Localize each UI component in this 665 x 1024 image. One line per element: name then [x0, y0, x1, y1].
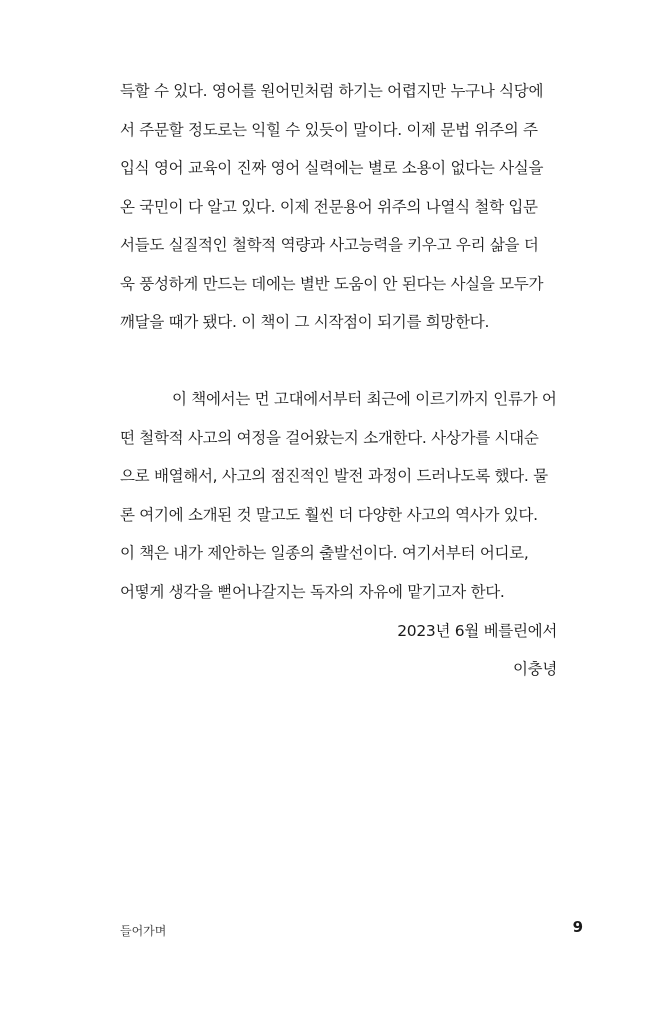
text-line: 어떻게 생각을 뻗어나갈지는 독자의 자유에 맡기고자 한다. — [120, 582, 505, 601]
paragraph-1 — [120, 72, 590, 342]
paragraph-spacer — [120, 342, 590, 381]
text-line: 온 국민이 다 알고 있다. 이제 전문용어 위주의 나열식 철학 입문 — [120, 197, 538, 216]
signature-date-place: 2023년 6월 베를린에서 — [397, 622, 557, 640]
text-line: 입식 영어 교육이 진짜 영어 실력에는 별로 소용이 없다는 사실을 — [120, 159, 544, 177]
running-footer-section-title: 들어가며 — [120, 924, 167, 938]
text-line: 욱 풍성하게 만드는 데에는 별반 도움이 안 된다는 사실을 모두가 — [120, 274, 544, 293]
text-line: 이 책은 내가 제안하는 일종의 출발선이다. 여기서부터 어디로, — [120, 544, 529, 562]
text-line: 이 책에서는 먼 고대에서부터 최근에 이르기까지 인류가 어 — [172, 390, 557, 408]
text-line: 서 주문할 정도로는 익힐 수 있듯이 말이다. 이제 문법 위주의 주 — [120, 120, 538, 139]
text-line: 떤 철학적 사고의 여정을 걸어왔는지 소개한다. 사상가를 시대순 — [120, 428, 539, 447]
text-line: 깨달을 때가 됐다. 이 책이 그 시작점이 되기를 희망한다. — [120, 313, 490, 331]
paragraph-2 — [120, 380, 590, 611]
page-number: 9 — [572, 918, 583, 936]
text-line: 득할 수 있다. 영어를 원어민처럼 하기는 어렵지만 누구나 식당에 — [120, 82, 544, 100]
signature-author: 이충녕 — [512, 660, 557, 678]
body-text — [120, 72, 590, 611]
text-line: 론 여기에 소개된 것 말고도 훨씬 더 다양한 사고의 역사가 있다. — [120, 505, 538, 524]
text-line: 으로 배열해서, 사고의 점진적인 발전 과정이 드러나도록 했다. 물 — [120, 467, 548, 485]
signature-block — [397, 612, 557, 688]
text-line: 서들도 실질적인 철학적 역량과 사고능력을 키우고 우리 삶을 더 — [120, 236, 539, 254]
